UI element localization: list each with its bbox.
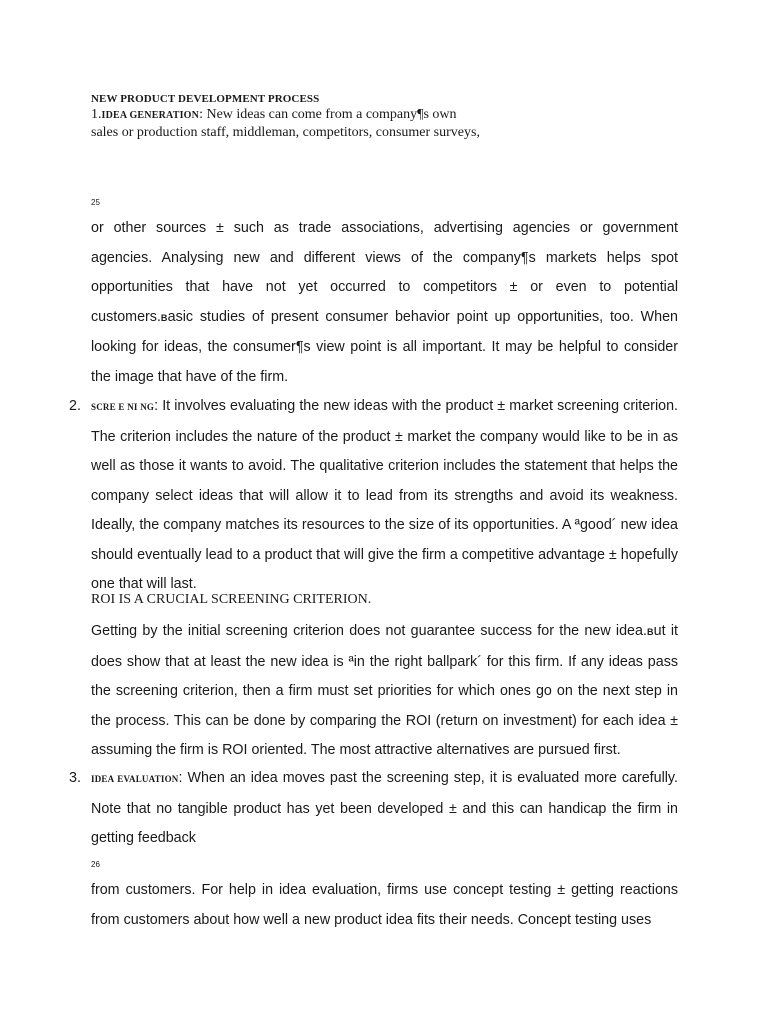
body-paragraph-concept: from customers. For help in idea evaluation, firms use concept testing ± getting reactions from customers about how well a new product idea fits their needs. Concept testing uses bbox=[91, 882, 678, 928]
item-label: IDEA GENERATION bbox=[101, 110, 200, 121]
item-label: SCRE E NI NG bbox=[91, 402, 155, 412]
item-screening bbox=[69, 392, 678, 600]
item-idea-generation bbox=[91, 107, 457, 123]
paragraph-dropcap: B bbox=[160, 312, 168, 323]
roi-heading: ROI IS A CRUCIAL SCREENING CRITERION. bbox=[91, 592, 372, 607]
document-title: NEW PRODUCT DEVELOPMENT PROCESS bbox=[91, 93, 320, 105]
item-idea-evaluation bbox=[69, 764, 678, 854]
paragraph-text: Getting by the initial screening criterion does not guarantee success for the new idea. bbox=[91, 623, 647, 639]
body-paragraph-roi bbox=[91, 617, 678, 766]
item-text: : New ideas can come from a company¶s own bbox=[199, 107, 457, 122]
item-number: 3. bbox=[69, 770, 81, 786]
paragraph-text-rest: ut it does show that at least the new idea is ªin the right ballpark´ for this firm. If any ideas pass the screening criterion, then a firm must set priorities for which ones go on the next step in the process. This can be done by comparing the ROI (return on investment) for each idea ± assuming the firm is ROI oriented. The most attractive alternatives are pursued first. bbox=[91, 623, 679, 758]
paragraph-text: or other sources ± such as trade associations, advertising agencies or government agencies. Analysing new and different views of the company¶s markets helps spot opportunities that have not yet occurred to competitors ± or even to potential customers. bbox=[91, 220, 678, 325]
paragraph-text-rest: asic studies of present consumer behavior point up opportunities, too. When looking for ideas, the consumer¶s view point is all important. It may be helpful to consider the image that have of the firm. bbox=[91, 308, 678, 385]
item-text: : When an idea moves past the screening step, it is evaluated more carefully. Note that no tangible product has yet been developed ± and this can handicap the firm in getting feedback bbox=[91, 770, 678, 846]
item-number: 1. bbox=[91, 107, 102, 122]
body-paragraph bbox=[91, 214, 678, 392]
item-label: IDEA EVALUATION bbox=[91, 774, 179, 784]
item-number: 2. bbox=[69, 398, 81, 414]
paragraph-dropcap: B bbox=[646, 627, 654, 637]
item-idea-generation-continued: sales or production staff, middleman, competitors, consumer surveys, bbox=[91, 125, 480, 140]
item-text: : It involves evaluating the new ideas with the product ± market screening criterion. The criterion includes the nature of the product ± market the company would like to be in as well as those it wants to avoid. The qualitative criterion includes the statement that helps the company select ideas that will allow it to lead from its strengths and avoid its weakness. Ideally, the company matches its resources to the size of its opportunities. A ªgood´ new idea should eventually lead to a product that will give the firm a competitive advantage ± hopefully one that will last. bbox=[91, 398, 678, 592]
page-number: 26 bbox=[91, 860, 100, 869]
page-number: 25 bbox=[91, 198, 100, 207]
